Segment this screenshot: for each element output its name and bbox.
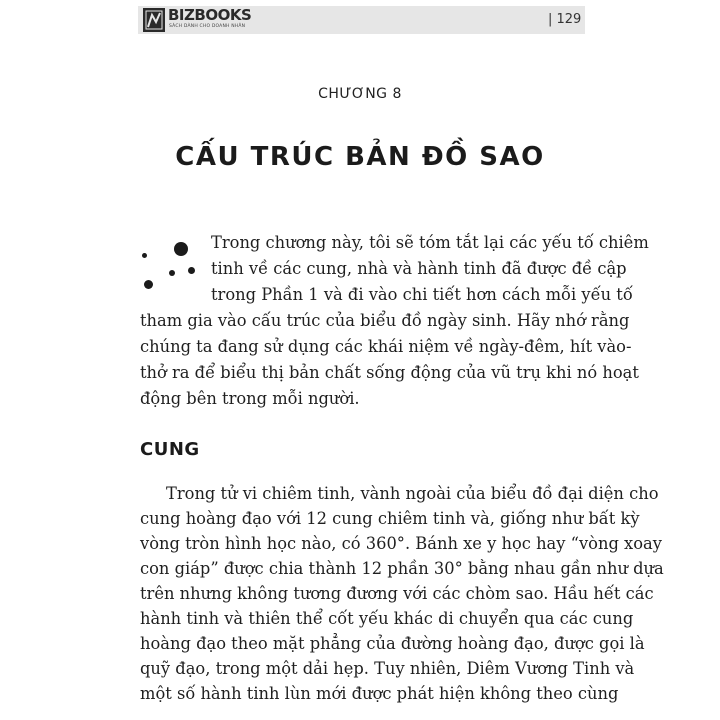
body-line: hoàng đạo theo mặt phẳng của đường hoàng đạo, được gọi là xyxy=(140,634,645,653)
body-line: quỹ đạo, trong một dải hẹp. Tuy nhiên, Diêm Vương Tinh và xyxy=(140,659,635,678)
intro-line: tinh về các cung, nhà và hành tinh đã được đề cập xyxy=(211,259,627,278)
body-line: con giáp” được chia thành 12 phần 30° bằng nhau gần như dựa xyxy=(140,559,664,578)
intro-line: tham gia vào cấu trúc của biểu đồ ngày sinh. Hãy nhớ rằng xyxy=(140,311,630,330)
intro-line: Trong chương này, tôi sẽ tóm tắt lại các yếu tố chiêm xyxy=(211,233,649,252)
brand-name: BIZBOOKS xyxy=(168,6,252,24)
bizbooks-logo-icon xyxy=(143,8,165,32)
body-line: hành tinh và thiên thể cốt yếu khác di chuyển qua các cung xyxy=(140,609,634,628)
intro-line: thở ra để biểu thị bản chất sống động của vũ trụ khi nó hoạt xyxy=(140,363,639,382)
body-line: Trong tử vi chiêm tinh, vành ngoài của biểu đồ đại diện cho xyxy=(166,484,659,503)
dot-ornament xyxy=(188,267,195,274)
body-line: trên nhưng không tương đương với các chòm sao. Hầu hết các xyxy=(140,584,654,603)
intro-line: động bên trong mỗi người. xyxy=(140,389,360,408)
intro-line: chúng ta đang sử dụng các khái niệm về ngày-đêm, hít vào- xyxy=(140,337,632,356)
brand-tagline: SÁCH DÀNH CHO DOANH NHÂN xyxy=(169,24,246,29)
body-line: vòng tròn hình học nào, có 360°. Bánh xe y học hay “vòng xoay xyxy=(140,534,662,553)
section-heading: CUNG xyxy=(140,439,200,460)
intro-line: trong Phần 1 và đi vào chi tiết hơn cách mỗi yếu tố xyxy=(211,285,633,304)
dot-ornament xyxy=(174,242,188,256)
body-line: cung hoàng đạo với 12 cung chiêm tinh và, giống như bất kỳ xyxy=(140,509,640,528)
decorative-dots xyxy=(138,236,208,296)
dot-ornament xyxy=(142,253,147,258)
chapter-label: CHƯƠNG 8 xyxy=(318,86,402,102)
body-line: một số hành tinh lùn mới được phát hiện không theo cùng xyxy=(140,684,619,703)
chapter-title: CẤU TRÚC BẢN ĐỒ SAO xyxy=(175,142,545,172)
dot-ornament xyxy=(169,270,175,276)
page-number: | 129 xyxy=(548,12,582,27)
dot-ornament xyxy=(144,280,153,289)
